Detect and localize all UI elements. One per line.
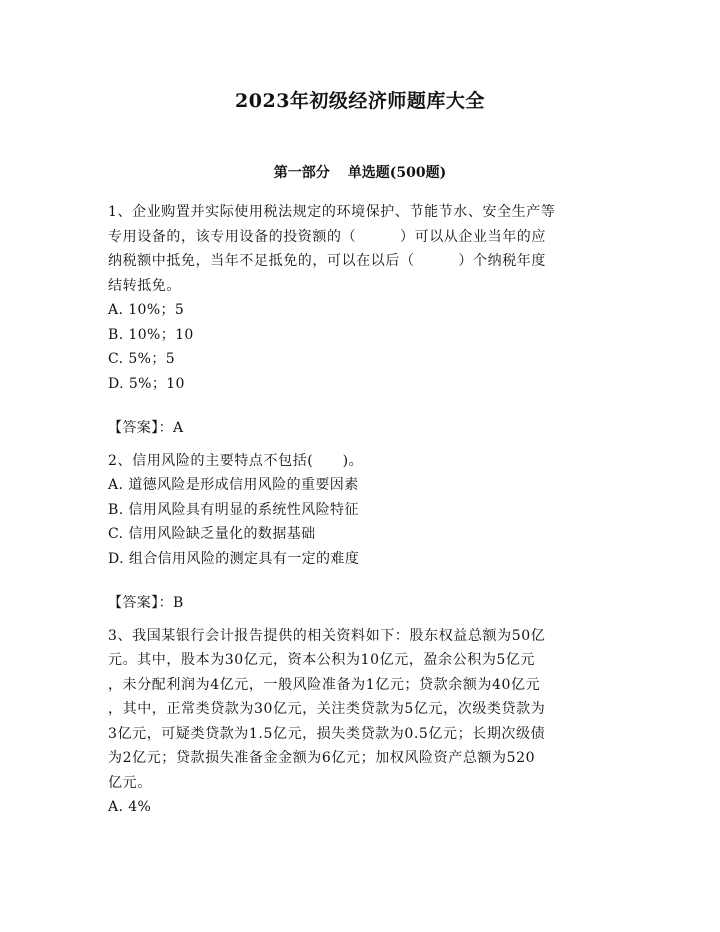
question-text-line: 结转抵免。 — [108, 277, 181, 294]
option-c: C. 信用风险缺乏量化的数据基础 — [108, 526, 316, 542]
option-b: B. 信用风险具有明显的系统性风险特征 — [108, 501, 359, 518]
question-1 — [108, 200, 618, 441]
option-c: C. 5%；5 — [108, 351, 176, 367]
question-text-line: 为2亿元；贷款损失准备金金额为6亿元；加权风险资产总额为520 — [108, 750, 536, 766]
option-a: A. 10%；5 — [108, 302, 185, 318]
question-3 — [108, 624, 618, 820]
question-text-line: 元。其中，股本为30亿元，资本公积为10亿元，盈余公积为5亿元 — [108, 652, 536, 668]
question-text-line: 3、我国某银行会计报告提供的相关资料如下：股东权益总额为50亿 — [108, 627, 546, 644]
question-text-line: 亿元。 — [108, 774, 152, 791]
question-text-line: 专用设备的，该专用设备的投资额的（ ）可以从企业当年的应 — [108, 228, 546, 245]
question-2 — [108, 449, 618, 616]
section-title — [0, 162, 720, 182]
question-text-line: ，其中，正常类贷款为30亿元，关注类贷款为5亿元，次级类贷款为 — [108, 701, 546, 717]
section-part-label: 第一部分 — [273, 165, 330, 181]
question-text-line: 3亿元，可疑类贷款为1.5亿元，损失类贷款为0.5亿元；长期次级债 — [108, 725, 546, 742]
question-text-line: ，未分配利润为4亿元，一般风险准备为1亿元；贷款余额为40亿元 — [108, 676, 541, 693]
option-a: A. 道德风险是形成信用风险的重要因素 — [108, 477, 359, 493]
document-title: 2023年初级经济师题库大全 — [235, 90, 485, 112]
question-text-line: 1、企业购置并实际使用税法规定的环境保护、节能节水、安全生产等 — [108, 204, 556, 220]
section-type-label: 单选题(500题) — [347, 165, 447, 181]
answer-label: 【答案】：B — [108, 595, 184, 611]
option-a: A. 4% — [108, 799, 152, 815]
answer-label: 【答案】：A — [108, 420, 184, 436]
option-d: D. 5%；10 — [108, 375, 185, 392]
question-text-line: 2、信用风险的主要特点不包括( )。 — [108, 452, 364, 469]
question-list — [108, 200, 618, 820]
option-d: D. 组合信用风险的测定具有一定的难度 — [108, 550, 360, 567]
question-text-line: 纳税额中抵免，当年不足抵免的，可以在以后（ ）个纳税年度 — [108, 253, 546, 269]
option-b: B. 10%；10 — [108, 326, 194, 343]
